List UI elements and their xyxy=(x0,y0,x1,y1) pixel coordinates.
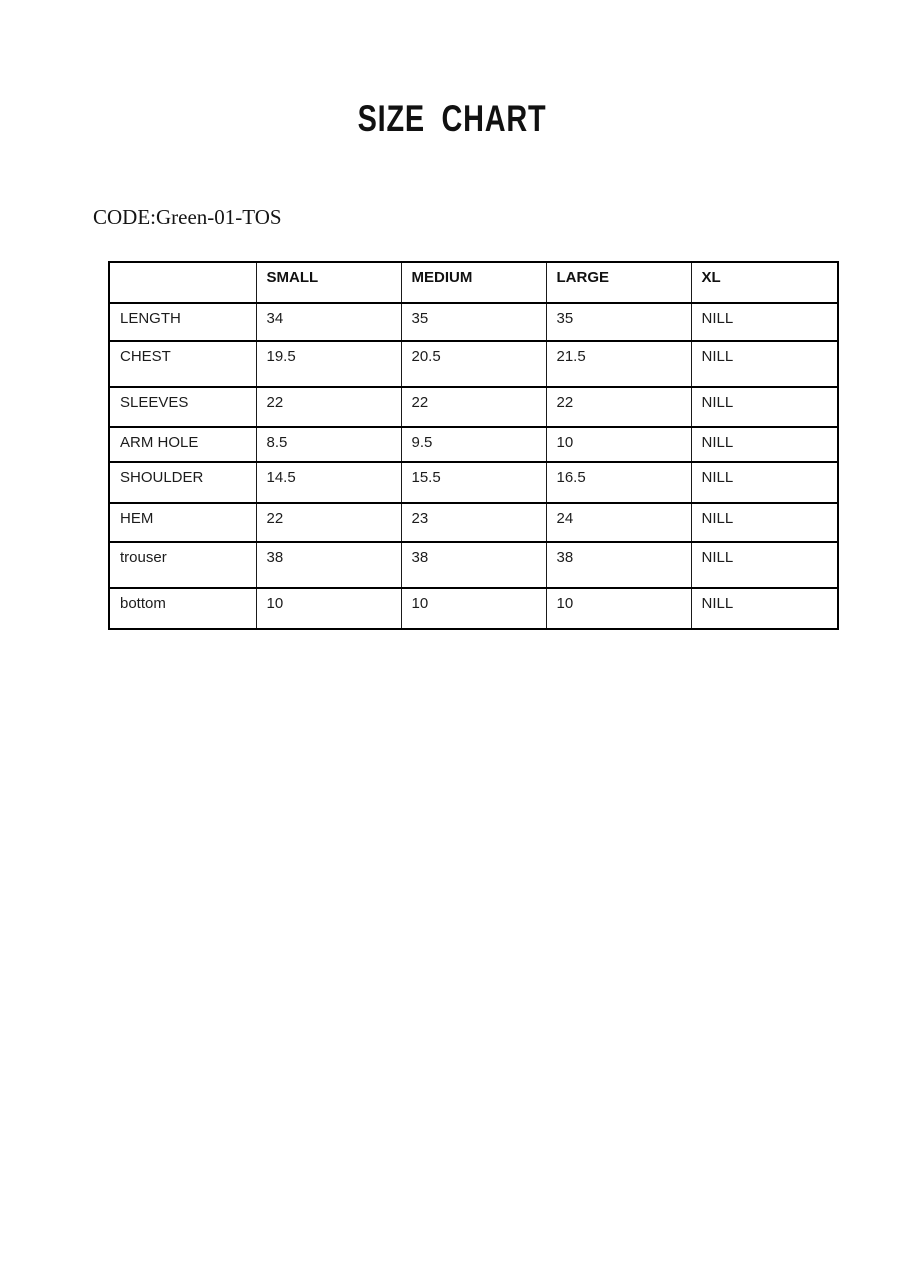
table-row xyxy=(109,503,838,542)
measurement-value: NILL xyxy=(691,542,838,588)
measurement-label: trouser xyxy=(109,542,256,588)
measurement-value: 35 xyxy=(401,303,546,341)
measurement-value: 22 xyxy=(256,503,401,542)
measurement-label: SLEEVES xyxy=(109,387,256,427)
header-cell-small: SMALL xyxy=(256,262,401,303)
size-table-body xyxy=(109,303,838,629)
measurement-value: 14.5 xyxy=(256,462,401,503)
measurement-value: 10 xyxy=(546,588,691,629)
page-title xyxy=(0,98,904,140)
measurement-label: LENGTH xyxy=(109,303,256,341)
product-code: CODE:Green-01-TOS xyxy=(93,205,282,229)
table-row xyxy=(109,462,838,503)
measurement-value: 15.5 xyxy=(401,462,546,503)
measurement-value: 19.5 xyxy=(256,341,401,387)
measurement-value: 22 xyxy=(401,387,546,427)
measurement-value: 35 xyxy=(546,303,691,341)
measurement-value: 10 xyxy=(256,588,401,629)
measurement-value: 10 xyxy=(546,427,691,462)
measurement-value: 24 xyxy=(546,503,691,542)
size-table-header xyxy=(109,262,838,303)
table-row xyxy=(109,588,838,629)
measurement-value: 9.5 xyxy=(401,427,546,462)
header-row xyxy=(109,262,838,303)
page-title-text: SIZE CHART xyxy=(357,98,547,139)
measurement-value: 34 xyxy=(256,303,401,341)
measurement-value: NILL xyxy=(691,427,838,462)
measurement-value: 16.5 xyxy=(546,462,691,503)
measurement-value: NILL xyxy=(691,462,838,503)
measurement-value: NILL xyxy=(691,503,838,542)
measurement-value: 20.5 xyxy=(401,341,546,387)
measurement-value: 22 xyxy=(546,387,691,427)
header-cell-medium: MEDIUM xyxy=(401,262,546,303)
table-row xyxy=(109,427,838,462)
measurement-label: bottom xyxy=(109,588,256,629)
measurement-value: 21.5 xyxy=(546,341,691,387)
measurement-value: 8.5 xyxy=(256,427,401,462)
measurement-value: 38 xyxy=(256,542,401,588)
measurement-value: 10 xyxy=(401,588,546,629)
measurement-value: NILL xyxy=(691,387,838,427)
table-row xyxy=(109,387,838,427)
measurement-label: SHOULDER xyxy=(109,462,256,503)
measurement-value: 38 xyxy=(546,542,691,588)
header-cell-large: LARGE xyxy=(546,262,691,303)
measurement-value: NILL xyxy=(691,588,838,629)
measurement-value: NILL xyxy=(691,303,838,341)
size-table xyxy=(108,261,839,630)
measurement-value: NILL xyxy=(691,341,838,387)
measurement-value: 38 xyxy=(401,542,546,588)
header-cell-blank xyxy=(109,262,256,303)
table-row xyxy=(109,341,838,387)
measurement-label: HEM xyxy=(109,503,256,542)
measurement-value: 23 xyxy=(401,503,546,542)
table-row xyxy=(109,303,838,341)
measurement-value: 22 xyxy=(256,387,401,427)
table-row xyxy=(109,542,838,588)
header-cell-xl: XL xyxy=(691,262,838,303)
measurement-label: ARM HOLE xyxy=(109,427,256,462)
measurement-label: CHEST xyxy=(109,341,256,387)
